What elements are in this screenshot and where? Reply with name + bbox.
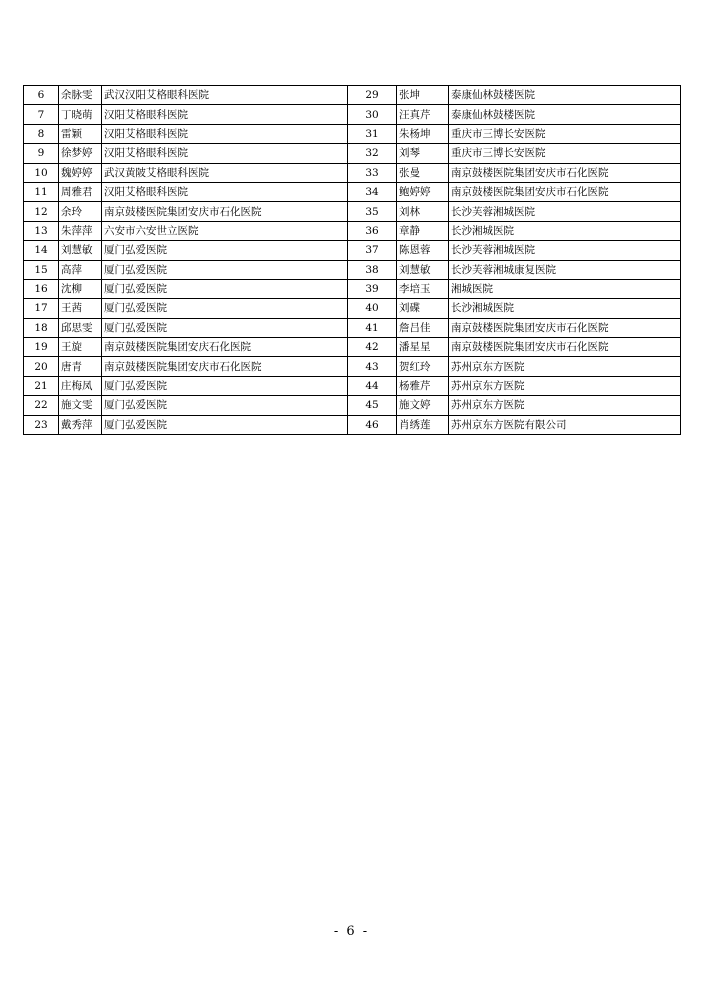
left-name-cell: 唐青 xyxy=(59,357,102,376)
left-name-cell: 戴秀萍 xyxy=(59,415,102,434)
table-row xyxy=(24,144,681,163)
left-name-cell: 施文雯 xyxy=(59,396,102,415)
right-number-cell: 42 xyxy=(348,338,397,357)
table-row xyxy=(24,299,681,318)
table-row xyxy=(24,86,681,105)
left-name-cell: 余玲 xyxy=(59,202,102,221)
right-number-cell: 34 xyxy=(348,182,397,201)
table-row xyxy=(24,221,681,240)
left-number-cell: 11 xyxy=(24,182,59,201)
right-name-cell: 杨雅芹 xyxy=(397,376,449,395)
right-name-cell: 肖绣莲 xyxy=(397,415,449,434)
left-hospital-cell: 厦门弘爱医院 xyxy=(102,396,348,415)
right-number-cell: 39 xyxy=(348,279,397,298)
left-hospital-cell: 汉阳艾格眼科医院 xyxy=(102,182,348,201)
left-name-cell: 庄梅凤 xyxy=(59,376,102,395)
left-hospital-cell: 厦门弘爱医院 xyxy=(102,260,348,279)
table-row xyxy=(24,318,681,337)
right-hospital-cell: 南京鼓楼医院集团安庆市石化医院 xyxy=(449,182,681,201)
table-row xyxy=(24,182,681,201)
left-number-cell: 22 xyxy=(24,396,59,415)
right-number-cell: 46 xyxy=(348,415,397,434)
table-row xyxy=(24,279,681,298)
right-hospital-cell: 泰康仙林鼓楼医院 xyxy=(449,86,681,105)
roster-body xyxy=(24,86,681,435)
right-name-cell: 陈恩蓉 xyxy=(397,241,449,260)
right-hospital-cell: 重庆市三博长安医院 xyxy=(449,124,681,143)
right-hospital-cell: 苏州京东方医院 xyxy=(449,376,681,395)
right-hospital-cell: 南京鼓楼医院集团安庆市石化医院 xyxy=(449,338,681,357)
right-hospital-cell: 南京鼓楼医院集团安庆市石化医院 xyxy=(449,318,681,337)
right-number-cell: 29 xyxy=(348,86,397,105)
right-name-cell: 潘星星 xyxy=(397,338,449,357)
right-name-cell: 章静 xyxy=(397,221,449,240)
left-hospital-cell: 武汉汉阳艾格眼科医院 xyxy=(102,86,348,105)
right-hospital-cell: 长沙芙蓉湘城康复医院 xyxy=(449,260,681,279)
right-name-cell: 汪真芹 xyxy=(397,105,449,124)
table-row xyxy=(24,415,681,434)
left-hospital-cell: 厦门弘爱医院 xyxy=(102,415,348,434)
right-name-cell: 张曼 xyxy=(397,163,449,182)
right-name-cell: 李培玉 xyxy=(397,279,449,298)
left-number-cell: 14 xyxy=(24,241,59,260)
left-name-cell: 王茜 xyxy=(59,299,102,318)
table-row xyxy=(24,376,681,395)
left-number-cell: 10 xyxy=(24,163,59,182)
right-hospital-cell: 苏州京东方医院有限公司 xyxy=(449,415,681,434)
right-name-cell: 施文婷 xyxy=(397,396,449,415)
right-name-cell: 朱杨坤 xyxy=(397,124,449,143)
left-name-cell: 王旋 xyxy=(59,338,102,357)
right-name-cell: 刘碟 xyxy=(397,299,449,318)
left-name-cell: 魏婷婷 xyxy=(59,163,102,182)
page-number: - 6 - xyxy=(333,924,370,939)
right-hospital-cell: 泰康仙林鼓楼医院 xyxy=(449,105,681,124)
left-number-cell: 16 xyxy=(24,279,59,298)
left-name-cell: 余脉雯 xyxy=(59,86,102,105)
left-hospital-cell: 厦门弘爱医院 xyxy=(102,376,348,395)
right-hospital-cell: 长沙湘城医院 xyxy=(449,221,681,240)
table-row xyxy=(24,260,681,279)
left-hospital-cell: 汉阳艾格眼科医院 xyxy=(102,124,348,143)
left-name-cell: 刘慧敏 xyxy=(59,241,102,260)
right-hospital-cell: 南京鼓楼医院集团安庆市石化医院 xyxy=(449,163,681,182)
left-name-cell: 周雅君 xyxy=(59,182,102,201)
right-number-cell: 41 xyxy=(348,318,397,337)
right-number-cell: 43 xyxy=(348,357,397,376)
left-number-cell: 23 xyxy=(24,415,59,434)
left-hospital-cell: 南京鼓楼医院集团安庆市石化医院 xyxy=(102,202,348,221)
right-hospital-cell: 长沙芙蓉湘城医院 xyxy=(449,241,681,260)
table-row xyxy=(24,241,681,260)
left-number-cell: 18 xyxy=(24,318,59,337)
right-name-cell: 詹吕佳 xyxy=(397,318,449,337)
right-name-cell: 刘林 xyxy=(397,202,449,221)
table-row xyxy=(24,105,681,124)
left-hospital-cell: 汉阳艾格眼科医院 xyxy=(102,144,348,163)
right-number-cell: 31 xyxy=(348,124,397,143)
left-name-cell: 徐梦婷 xyxy=(59,144,102,163)
right-name-cell: 刘慧敏 xyxy=(397,260,449,279)
left-number-cell: 7 xyxy=(24,105,59,124)
left-number-cell: 21 xyxy=(24,376,59,395)
right-hospital-cell: 长沙芙蓉湘城医院 xyxy=(449,202,681,221)
left-name-cell: 朱萍萍 xyxy=(59,221,102,240)
left-number-cell: 19 xyxy=(24,338,59,357)
right-name-cell: 刘琴 xyxy=(397,144,449,163)
right-number-cell: 30 xyxy=(348,105,397,124)
table-row xyxy=(24,338,681,357)
right-number-cell: 32 xyxy=(348,144,397,163)
left-number-cell: 8 xyxy=(24,124,59,143)
left-hospital-cell: 厦门弘爱医院 xyxy=(102,318,348,337)
left-hospital-cell: 南京鼓楼医院集团安庆石化医院 xyxy=(102,338,348,357)
table-row xyxy=(24,124,681,143)
left-name-cell: 邱思雯 xyxy=(59,318,102,337)
left-name-cell: 丁晓萌 xyxy=(59,105,102,124)
right-number-cell: 36 xyxy=(348,221,397,240)
left-hospital-cell: 武汉黄陂艾格眼科医院 xyxy=(102,163,348,182)
left-hospital-cell: 厦门弘爱医院 xyxy=(102,299,348,318)
right-hospital-cell: 苏州京东方医院 xyxy=(449,396,681,415)
left-number-cell: 13 xyxy=(24,221,59,240)
left-number-cell: 15 xyxy=(24,260,59,279)
right-hospital-cell: 重庆市三博长安医院 xyxy=(449,144,681,163)
right-number-cell: 40 xyxy=(348,299,397,318)
left-number-cell: 12 xyxy=(24,202,59,221)
right-number-cell: 35 xyxy=(348,202,397,221)
left-hospital-cell: 六安市六安世立医院 xyxy=(102,221,348,240)
left-number-cell: 17 xyxy=(24,299,59,318)
left-hospital-cell: 汉阳艾格眼科医院 xyxy=(102,105,348,124)
right-number-cell: 37 xyxy=(348,241,397,260)
left-number-cell: 9 xyxy=(24,144,59,163)
left-hospital-cell: 厦门弘爱医院 xyxy=(102,241,348,260)
right-number-cell: 38 xyxy=(348,260,397,279)
left-number-cell: 6 xyxy=(24,86,59,105)
left-hospital-cell: 厦门弘爱医院 xyxy=(102,279,348,298)
roster-table xyxy=(23,85,681,435)
right-name-cell: 张坤 xyxy=(397,86,449,105)
right-hospital-cell: 长沙湘城医院 xyxy=(449,299,681,318)
right-name-cell: 贺红玲 xyxy=(397,357,449,376)
table-row xyxy=(24,357,681,376)
right-hospital-cell: 湘城医院 xyxy=(449,279,681,298)
right-number-cell: 33 xyxy=(348,163,397,182)
left-hospital-cell: 南京鼓楼医院集团安庆市石化医院 xyxy=(102,357,348,376)
table-row xyxy=(24,396,681,415)
table-row xyxy=(24,202,681,221)
right-hospital-cell: 苏州京东方医院 xyxy=(449,357,681,376)
right-name-cell: 鲍婷婷 xyxy=(397,182,449,201)
right-number-cell: 45 xyxy=(348,396,397,415)
left-name-cell: 雷颖 xyxy=(59,124,102,143)
left-name-cell: 沈柳 xyxy=(59,279,102,298)
left-number-cell: 20 xyxy=(24,357,59,376)
right-number-cell: 44 xyxy=(348,376,397,395)
left-name-cell: 高萍 xyxy=(59,260,102,279)
table-row xyxy=(24,163,681,182)
